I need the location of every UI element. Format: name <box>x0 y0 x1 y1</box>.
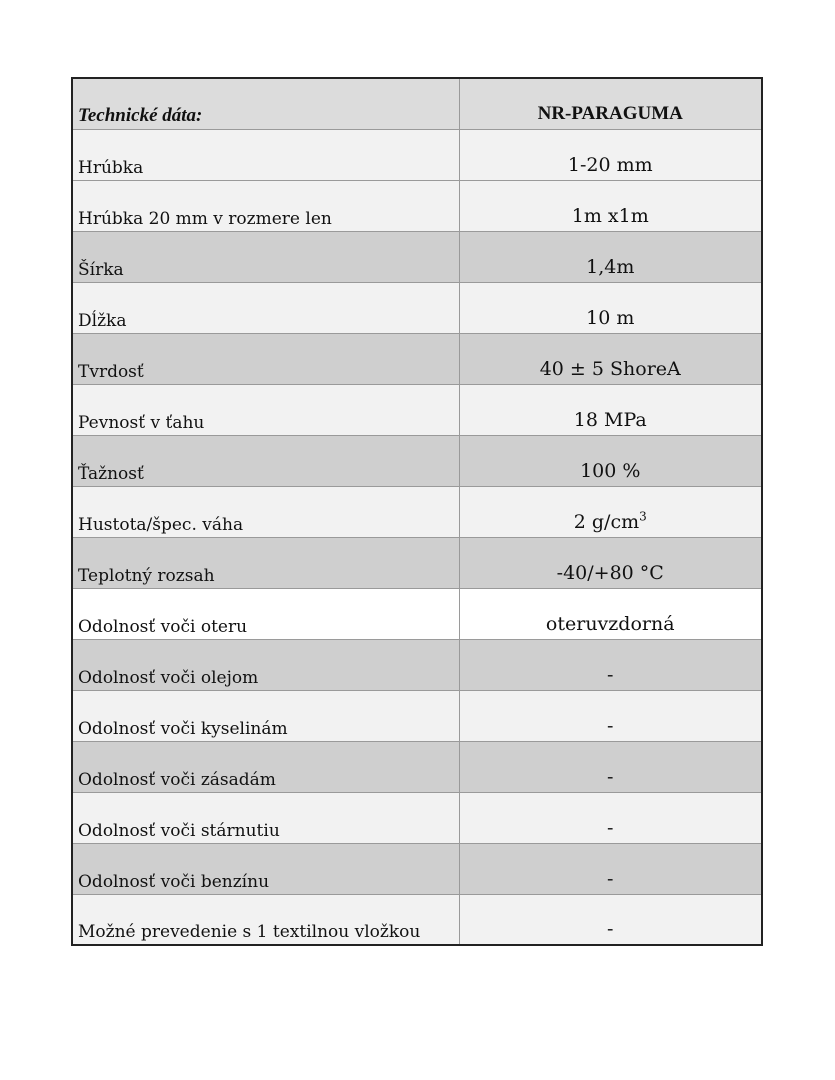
row-value-abrasion-resistance: oteruvzdorná <box>459 588 762 639</box>
header-label: Technické dáta: <box>72 78 459 129</box>
row-value-acid-resistance: - <box>459 690 762 741</box>
row-label-hardness: Tvrdosť <box>72 333 459 384</box>
row-label-density: Hustota/špec. váha <box>72 486 459 537</box>
row-value-oil-resistance: - <box>459 639 762 690</box>
row-label-oil-resistance: Odolnosť voči olejom <box>72 639 459 690</box>
table-row <box>72 690 762 741</box>
density-superscript: 3 <box>639 509 647 524</box>
table-row <box>72 129 762 180</box>
row-value-petrol-resistance: - <box>459 843 762 894</box>
row-value-temperature-range: -40/+80 °C <box>459 537 762 588</box>
row-label-elongation: Ťažnosť <box>72 435 459 486</box>
row-label-thickness-20mm: Hrúbka 20 mm v rozmere len <box>72 180 459 231</box>
table-row <box>72 792 762 843</box>
table-header-row <box>72 78 762 129</box>
table-row <box>72 282 762 333</box>
table-row <box>72 333 762 384</box>
table-row <box>72 231 762 282</box>
row-value-textile-insert: - <box>459 894 762 945</box>
row-value-density <box>459 486 762 537</box>
table-row <box>72 894 762 945</box>
row-label-textile-insert: Možné prevedenie s 1 textilnou vložkou <box>72 894 459 945</box>
row-label-thickness: Hrúbka <box>72 129 459 180</box>
table-row <box>72 537 762 588</box>
row-label-abrasion-resistance: Odolnosť voči oteru <box>72 588 459 639</box>
table-row <box>72 843 762 894</box>
density-value-text: 2 g/cm <box>573 510 640 533</box>
row-label-aging-resistance: Odolnosť voči stárnutiu <box>72 792 459 843</box>
row-label-petrol-resistance: Odolnosť voči benzínu <box>72 843 459 894</box>
row-label-alkali-resistance: Odolnosť voči zásadám <box>72 741 459 792</box>
table-row <box>72 435 762 486</box>
table-row <box>72 180 762 231</box>
row-label-tensile-strength: Pevnosť v ťahu <box>72 384 459 435</box>
row-value-hardness: 40 ± 5 ShoreA <box>459 333 762 384</box>
row-value-length: 10 m <box>459 282 762 333</box>
row-label-temperature-range: Teplotný rozsah <box>72 537 459 588</box>
row-label-width: Šírka <box>72 231 459 282</box>
row-value-tensile-strength: 18 MPa <box>459 384 762 435</box>
row-label-length: Dĺžka <box>72 282 459 333</box>
table-row <box>72 588 762 639</box>
row-value-alkali-resistance: - <box>459 741 762 792</box>
technical-data-table <box>71 77 763 946</box>
header-product-name: NR-PARAGUMA <box>459 78 762 129</box>
row-value-thickness-20mm: 1m x1m <box>459 180 762 231</box>
table-row <box>72 486 762 537</box>
row-value-aging-resistance: - <box>459 792 762 843</box>
table-row <box>72 384 762 435</box>
table-row <box>72 741 762 792</box>
table-row <box>72 639 762 690</box>
row-value-width: 1,4m <box>459 231 762 282</box>
row-value-elongation: 100 % <box>459 435 762 486</box>
row-label-acid-resistance: Odolnosť voči kyselinám <box>72 690 459 741</box>
row-value-thickness: 1-20 mm <box>459 129 762 180</box>
